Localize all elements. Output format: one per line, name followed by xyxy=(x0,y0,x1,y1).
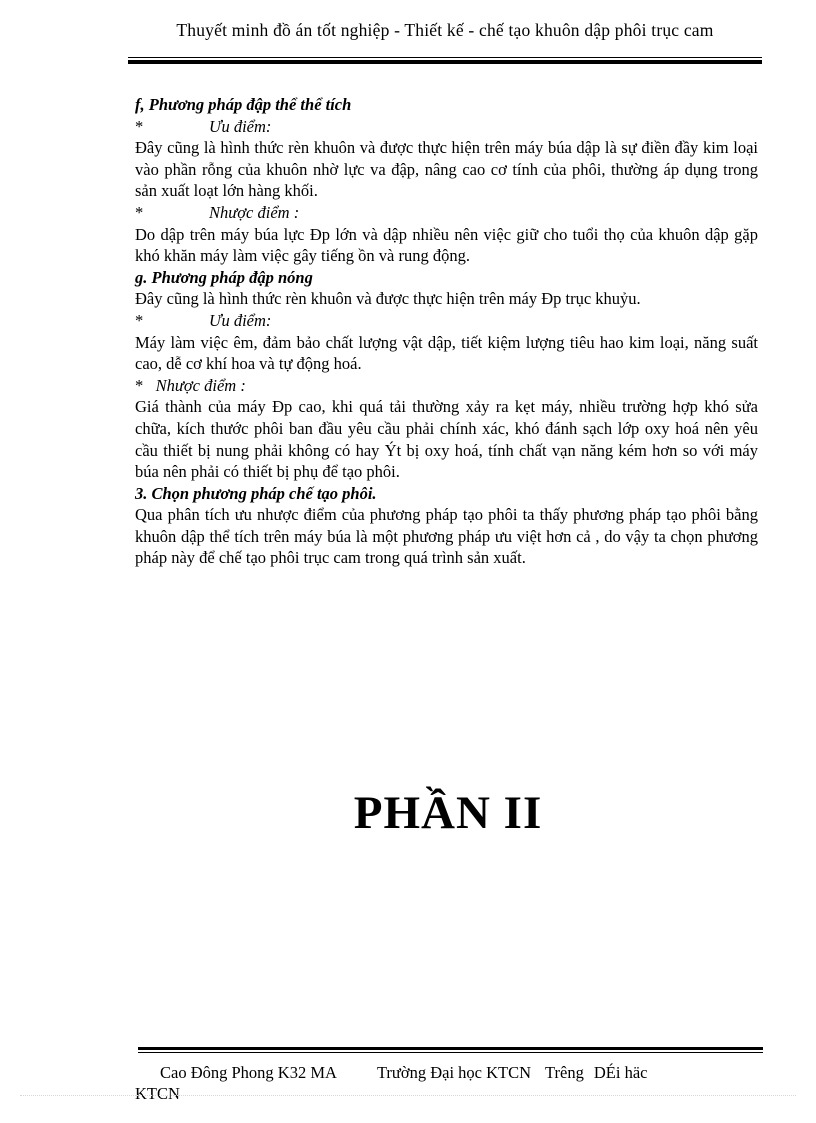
advantage-label: Ưu điểm: xyxy=(209,116,272,136)
header-rule-thick xyxy=(128,60,762,64)
bullet-star: * xyxy=(135,310,144,330)
footer-rule-thin xyxy=(138,1052,763,1053)
disadvantage-label: Nhược điểm : xyxy=(209,202,300,222)
footer-line-1 xyxy=(135,1062,765,1083)
section-f-heading: f, Phương pháp đập thể thể tích xyxy=(135,95,352,114)
section-f-advantage-label xyxy=(135,116,758,138)
section-3-text: Qua phân tích ưu nhược điểm của phương pháp tạo phôi ta thấy phương pháp tạo phôi bằng khuôn dập thể tích trên máy búa là một phương pháp ưu việt hơn cả , do vậy ta chọn phương pháp này để chế tạo phôi trục cam trong quá trình sản xuất. xyxy=(135,505,758,568)
section-3-heading: 3. Chọn phương pháp chế tạo phôi. xyxy=(135,483,377,503)
footer-text-3: Trêng xyxy=(545,1063,584,1082)
section-g-heading: g. Phương pháp đập nóng xyxy=(135,267,313,287)
section-f-advantage-text: Đây cũng là hình thức rèn khuôn và được thực hiện trên máy búa dập là sự điền đầy kim loại vào phần rỗng của khuôn nhờ lực va đập, nâng cao cơ tính của phôi, thường áp dụng trong sản xuất loạt lớn hàng khối. xyxy=(135,138,758,201)
section-g-disadvantage-label xyxy=(135,375,758,397)
section-g-intro: Đây cũng là hình thức rèn khuôn và được thực hiện trên máy Đp trục khuỷu. xyxy=(135,289,641,309)
footer-school: Trường Đại học KTCN xyxy=(376,1063,532,1082)
document-body xyxy=(135,94,758,569)
footer-text-4: DÉi häc xyxy=(593,1063,648,1082)
page-edge xyxy=(20,1095,796,1096)
section-f-disadvantage-label xyxy=(135,202,758,224)
section-g-advantage-label xyxy=(135,310,758,332)
bullet-star: * xyxy=(135,202,144,222)
footer-rule-thick xyxy=(138,1047,763,1050)
section-f-disadvantage-text: Do dập trên máy búa lực Đp lớn và dập nhiều nên việc giữ cho tuổi thọ của khuôn dập gặp khó khăn máy làm việc gây tiếng ồn và rung động. xyxy=(135,224,758,266)
bullet-star: * xyxy=(135,375,144,395)
header-rule-thin xyxy=(128,57,762,58)
part-title: PHẦN II xyxy=(353,787,543,839)
footer-author: Cao Đông Phong K32 MA xyxy=(160,1063,337,1082)
section-g-disadvantage-text: Giá thành của máy Đp cao, khi quá tải thường xảy ra kẹt máy, nhiều trường hợp khó sửa chữa, kích thước phôi ban đầu yêu cầu phải chính xác, khó đánh sạch lớp oxy hoá nên yêu cầu thiết bị nung phải không có hay Ýt bị oxy hoá, tính chất vạn năng kém hơn so với máy búa nên phải có thiết bị phụ để tạo phôi. xyxy=(135,397,758,482)
running-footer xyxy=(135,1062,765,1104)
advantage-label: Ưu điểm: xyxy=(209,310,272,330)
bullet-star: * xyxy=(135,116,144,136)
section-g-advantage-text: Máy làm việc êm, đảm bảo chất lượng vật dập, tiết kiệm lượng tiêu hao kim loại, năng suất cao, dễ cơ khí hoa và tự động hoá. xyxy=(135,332,758,374)
running-header: Thuyết minh đồ án tốt nghiệp - Thiết kế - chế tạo khuôn dập phôi trục cam xyxy=(176,20,714,40)
footer-line-2: KTCN xyxy=(135,1084,180,1103)
disadvantage-label: Nhược điểm : xyxy=(155,375,246,395)
